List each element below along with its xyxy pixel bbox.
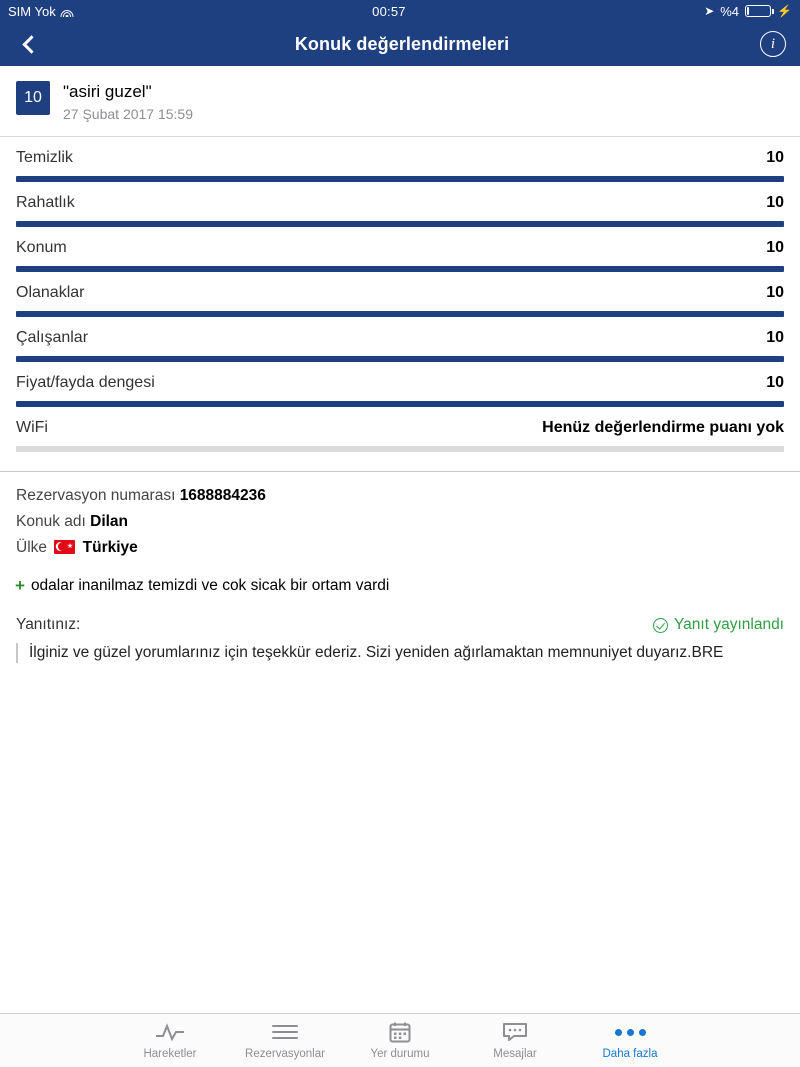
rating-value: 10 xyxy=(766,374,784,391)
battery-percent-label: %4 xyxy=(720,3,740,19)
tab-label: Hareketler xyxy=(143,1048,197,1060)
rating-value: 10 xyxy=(766,329,784,346)
nav-bar xyxy=(0,22,800,66)
calendar-icon xyxy=(389,1021,411,1043)
rating-value: 10 xyxy=(766,239,784,256)
tab-label: Rezervasyonlar xyxy=(245,1048,325,1060)
tab-bar xyxy=(0,1013,800,1067)
tab-label: Mesajlar xyxy=(493,1048,537,1060)
reply-header xyxy=(0,596,800,634)
review-date: 27 Şubat 2017 15:59 xyxy=(63,106,194,122)
reply-status-text: Yanıt yayınlandı xyxy=(673,616,784,633)
tab-label: Daha fazla xyxy=(602,1048,658,1060)
rating-row xyxy=(16,407,784,452)
rating-value: Henüz değerlendirme puanı yok xyxy=(542,419,784,436)
tab-label: Yer durumu xyxy=(370,1048,430,1060)
list-icon xyxy=(271,1021,299,1043)
tab-bar-spacer-left xyxy=(0,1014,113,1067)
guest-name-value: Dilan xyxy=(90,513,129,530)
reservation-number-value: 1688884236 xyxy=(179,487,266,504)
rating-label: Fiyat/fayda dengesi xyxy=(16,374,155,391)
back-button[interactable] xyxy=(14,29,44,59)
wifi-icon xyxy=(61,6,74,17)
turkey-flag-icon: ★ xyxy=(54,540,75,554)
rating-row xyxy=(16,182,784,227)
plus-icon: + xyxy=(15,576,25,595)
review-pros-text: odalar inanilmaz temizdi ve cok sicak bir ortam vardi xyxy=(30,577,390,594)
info-glyph: i xyxy=(770,35,776,52)
review-score-badge: 10 xyxy=(16,81,50,115)
reservation-number-label: Rezervasyon numarası xyxy=(16,487,176,504)
status-bar xyxy=(0,0,800,22)
review-header xyxy=(0,66,800,136)
rating-row xyxy=(16,362,784,407)
guest-name-row xyxy=(16,512,784,532)
rating-bar-track xyxy=(16,446,784,452)
location-arrow-icon: ➤ xyxy=(704,4,715,18)
rating-row xyxy=(16,317,784,362)
country-label: Ülke xyxy=(16,539,48,556)
battery-icon xyxy=(745,5,771,17)
rating-label: WiFi xyxy=(16,419,48,436)
tab-yer-durumu[interactable] xyxy=(343,1014,458,1067)
rating-row xyxy=(16,137,784,182)
review-header-texts xyxy=(63,81,193,122)
info-icon[interactable] xyxy=(760,31,786,57)
chat-bubble-icon xyxy=(502,1021,528,1043)
country-row xyxy=(16,538,784,558)
review-pros xyxy=(0,564,800,596)
activity-pulse-icon xyxy=(155,1021,185,1043)
content-area xyxy=(0,66,800,1013)
bolt-icon: ⚡ xyxy=(777,4,792,18)
rating-label: Konum xyxy=(16,239,67,256)
rating-value: 10 xyxy=(766,194,784,211)
rating-label: Temizlik xyxy=(16,149,73,166)
status-right xyxy=(704,4,792,19)
check-circle-icon xyxy=(653,618,668,633)
rating-row xyxy=(16,227,784,272)
review-title: "asiri guzel" xyxy=(63,82,152,101)
reply-body: İlginiz ve güzel yorumlarınız için teşekkür ederiz. Sizi yeniden ağırlamaktan memnuniyet duyarız.BRE xyxy=(16,643,784,663)
tab-hareketler[interactable] xyxy=(113,1014,228,1067)
guest-name-label: Konuk adı xyxy=(16,513,86,530)
tab-bar-spacer-right xyxy=(688,1014,800,1067)
tab-rezervasyonlar[interactable] xyxy=(228,1014,343,1067)
rating-value: 10 xyxy=(766,149,784,166)
tab-daha-fazla[interactable] xyxy=(573,1014,688,1067)
tab-mesajlar[interactable] xyxy=(458,1014,573,1067)
rating-label: Çalışanlar xyxy=(16,329,89,346)
reply-label: Yanıtınız: xyxy=(16,616,81,633)
ratings-list xyxy=(0,137,800,452)
status-left xyxy=(8,4,74,19)
reply-status xyxy=(653,616,784,634)
status-time: 00:57 xyxy=(372,3,406,19)
reservation-number-row xyxy=(16,486,784,506)
page-title: Konuk değerlendirmeleri xyxy=(294,33,510,54)
chevron-left-icon xyxy=(22,35,40,53)
rating-row xyxy=(16,272,784,317)
carrier-label: SIM Yok xyxy=(8,3,56,19)
rating-value: 10 xyxy=(766,284,784,301)
rating-label: Olanaklar xyxy=(16,284,85,301)
ellipsis-icon xyxy=(615,1021,646,1043)
reservation-details xyxy=(0,472,800,558)
country-value: Türkiye xyxy=(82,539,138,556)
rating-label: Rahatlık xyxy=(16,194,75,211)
